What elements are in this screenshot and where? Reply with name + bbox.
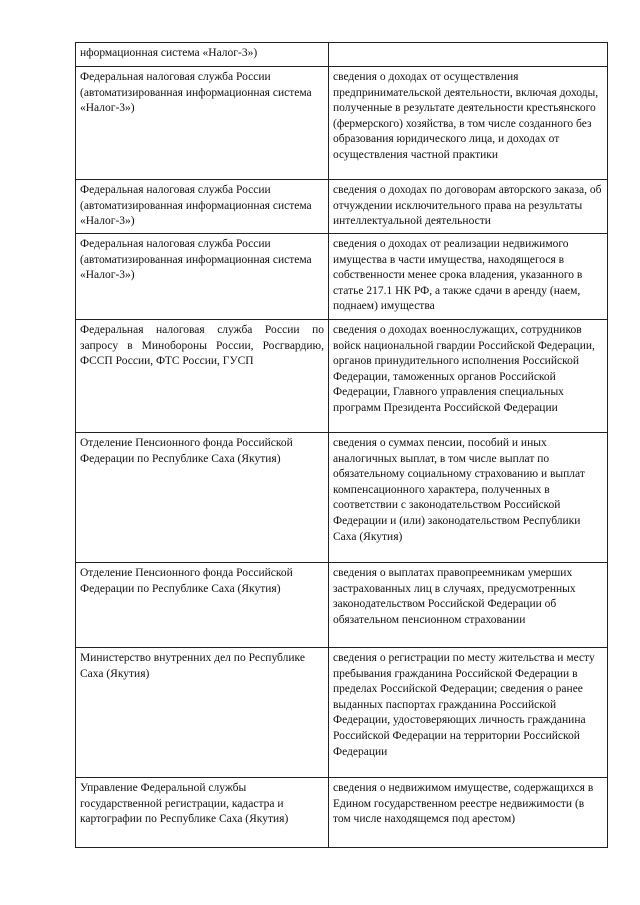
info-cell: сведения о недвижимом имуществе, содержащихся в Едином государственном реестре недвижимости (в том числе находящемся под арестом) bbox=[329, 778, 608, 848]
source-cell: Отделение Пенсионного фонда Российской Федерации по Республике Саха (Якутия) bbox=[76, 563, 329, 648]
info-cell bbox=[329, 43, 608, 67]
source-cell: Федеральная налоговая служба России по запросу в Минобороны России, Росгвардию, ФССП России, ФТС России, ГУСП bbox=[76, 320, 329, 433]
table-row bbox=[76, 433, 608, 563]
info-cell: сведения о регистрации по месту жительства и месту пребывания гражданина Российской Федерации в пределах Российской Федерации; сведения о ранее выданных паспортах гражданина Российской Федерации, удостоверяющих личность гражданина Российской Федерации на территории Российской Федерации bbox=[329, 648, 608, 778]
table-row bbox=[76, 180, 608, 234]
info-cell: сведения о суммах пенсии, пособий и иных аналогичных выплат, в том числе выплат по обязательному социальному страхованию и выплат компенсационного характера, полученных в соответствии с законодательством Российской Федерации и (или) законодательством Республики Саха (Якутия) bbox=[329, 433, 608, 563]
table-row bbox=[76, 67, 608, 180]
table-row bbox=[76, 648, 608, 778]
table-row bbox=[76, 234, 608, 320]
source-cell: Министерство внутренних дел по Республике Саха (Якутия) bbox=[76, 648, 329, 778]
source-cell: нформационная система «Налог-3») bbox=[76, 43, 329, 67]
info-cell: сведения о доходах от осуществления предпринимательской деятельности, включая доходы, полученные в результате деятельности крестьянского (фермерского) хозяйства, в том числе созданного без образования юридического лица, и доходах от осуществления частной практики bbox=[329, 67, 608, 180]
source-cell: Федеральная налоговая служба России (автоматизированная информационная система «Налог-3») bbox=[76, 234, 329, 320]
source-cell: Управление Федеральной службы государственной регистрации, кадастра и картографии по Республике Саха (Якутия) bbox=[76, 778, 329, 848]
info-cell: сведения о доходах военнослужащих, сотрудников войск национальной гвардии Российской Федерации, органов принудительного исполнения Российской Федерации, таможенных органов Российской Федерации, Главного управления специальных программ Президента Российской Федерации bbox=[329, 320, 608, 433]
data-sources-table bbox=[75, 42, 608, 848]
source-cell: Федеральная налоговая служба России (автоматизированная информационная система «Налог-3») bbox=[76, 180, 329, 234]
info-cell: сведения о доходах по договорам авторского заказа, об отчуждении исключительного права на результаты интеллектуальной деятельности bbox=[329, 180, 608, 234]
table-row bbox=[76, 778, 608, 848]
info-cell: сведения о выплатах правопреемникам умерших застрахованных лиц в случаях, предусмотренных законодательством Российской Федерации об обязательном пенсионном страховании bbox=[329, 563, 608, 648]
table-row bbox=[76, 320, 608, 433]
source-cell: Отделение Пенсионного фонда Российской Федерации по Республике Саха (Якутия) bbox=[76, 433, 329, 563]
table-row bbox=[76, 43, 608, 67]
info-cell: сведения о доходах от реализации недвижимого имущества в части имущества, находящегося в собственности менее срока владения, указанного в статье 217.1 НК РФ, а также сдачи в аренду (наем, поднаем) имущества bbox=[329, 234, 608, 320]
source-cell: Федеральная налоговая служба России (автоматизированная информационная система «Налог-3») bbox=[76, 67, 329, 180]
table-row bbox=[76, 563, 608, 648]
